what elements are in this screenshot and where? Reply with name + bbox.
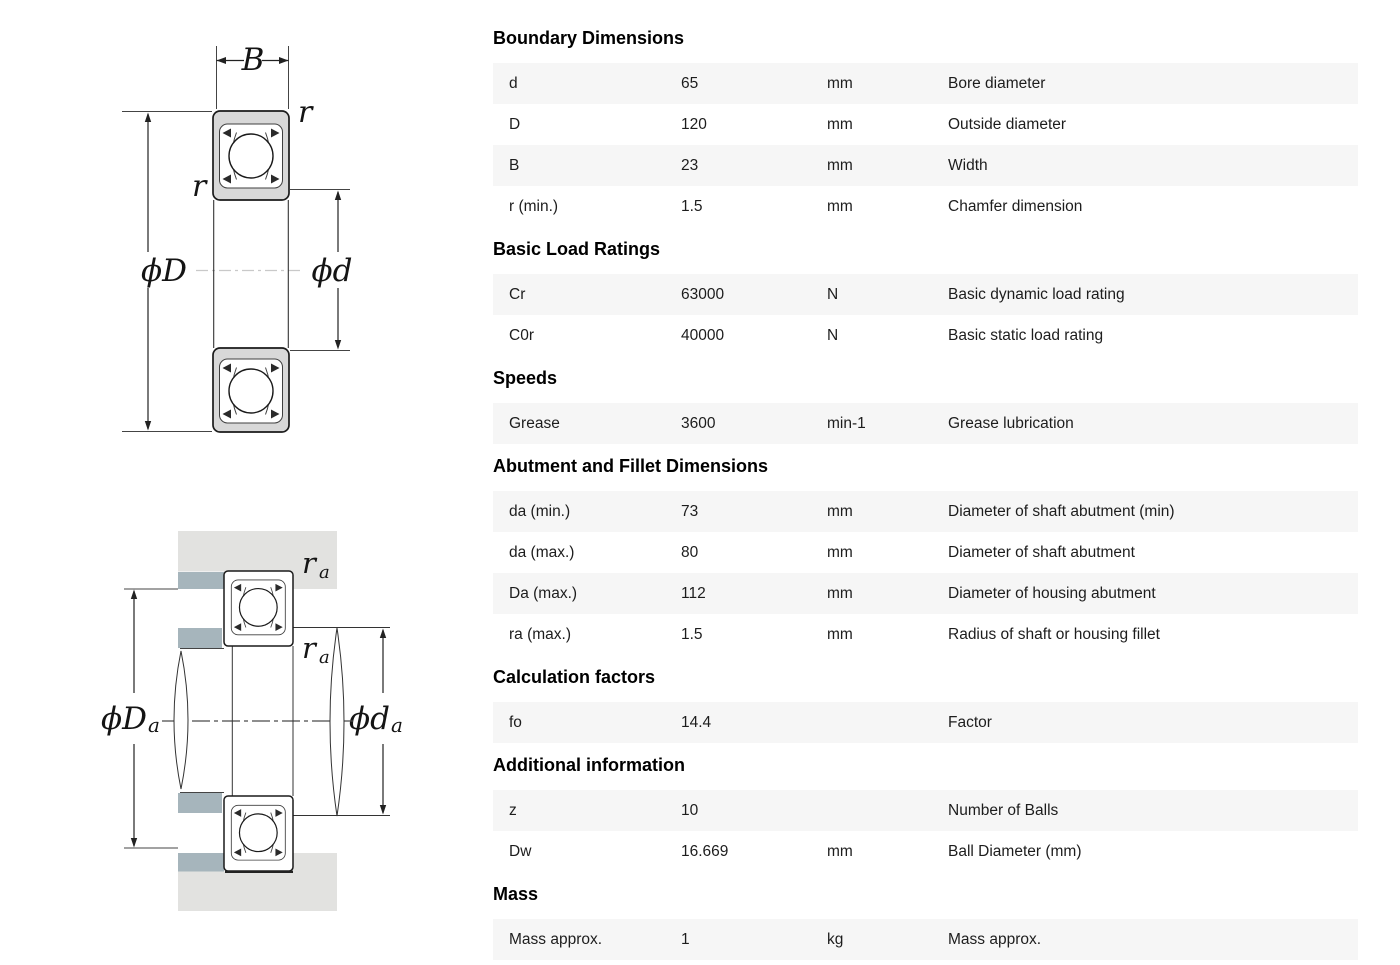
shaft-abutment-label-subscript: a xyxy=(391,713,403,737)
spec-table-boundary-dimensions xyxy=(493,63,1358,227)
spec-table-abutment-fillet xyxy=(493,491,1358,655)
desc-cell: Radius of shaft or housing fillet xyxy=(948,625,1160,643)
specs-panel xyxy=(493,16,1358,960)
unit-cell: mm xyxy=(827,156,853,174)
table-row xyxy=(493,186,1358,227)
desc-cell: Diameter of housing abutment xyxy=(948,584,1156,602)
section-title-mass: Mass xyxy=(493,884,539,904)
fillet-radius-label-bottom-subscript: a xyxy=(319,647,330,668)
fillet-radius-label-top: r xyxy=(302,546,316,580)
unit-cell: mm xyxy=(827,584,853,602)
section-title-speeds: Speeds xyxy=(493,368,558,388)
param-cell: Mass approx. xyxy=(509,930,603,948)
desc-cell: Diameter of shaft abutment xyxy=(948,543,1135,561)
housing-shoulder-top xyxy=(178,572,224,589)
chamfer-label-top-right: r xyxy=(298,95,313,130)
param-cell: fo xyxy=(509,713,522,731)
spec-table-speeds xyxy=(493,403,1358,444)
abutment-fillet-diagram xyxy=(101,531,403,911)
param-cell: Cr xyxy=(509,285,526,303)
value-cell: 23 xyxy=(681,156,699,174)
spec-table-calculation-factors xyxy=(493,702,1358,743)
param-cell: ra (max.) xyxy=(509,625,571,643)
table-row xyxy=(493,702,1358,743)
unit-cell: min-1 xyxy=(827,414,866,432)
desc-cell: Width xyxy=(948,156,988,174)
housing-abutment-label: ϕD xyxy=(101,701,147,737)
section-title-abutment-fillet: Abutment and Fillet Dimensions xyxy=(493,456,769,476)
param-cell: r (min.) xyxy=(509,197,559,215)
unit-cell: mm xyxy=(827,842,853,860)
unit-cell: mm xyxy=(827,197,853,215)
value-cell: 16.669 xyxy=(681,842,729,860)
value-cell: 80 xyxy=(681,543,699,561)
value-cell: 14.4 xyxy=(681,713,712,731)
shaft-abutment-label: ϕd xyxy=(349,701,390,737)
param-cell: B xyxy=(509,156,520,174)
desc-cell: Number of Balls xyxy=(948,801,1059,819)
param-cell: Grease xyxy=(509,414,560,432)
table-row xyxy=(493,145,1358,186)
table-row xyxy=(493,274,1358,315)
section-title-boundary-dimensions: Boundary Dimensions xyxy=(493,28,685,48)
shaft-break-right xyxy=(330,628,344,816)
table-row xyxy=(493,919,1358,960)
spec-table-basic-load-ratings xyxy=(493,274,1358,356)
shaft-shoulder-top xyxy=(178,628,222,648)
unit-cell: mm xyxy=(827,74,853,92)
value-cell: 1 xyxy=(681,930,690,948)
ball-and-seals-bottom xyxy=(220,359,283,423)
table-row xyxy=(493,315,1358,356)
shaft-break-left xyxy=(174,651,188,789)
desc-cell: Mass approx. xyxy=(948,930,1042,948)
section-title-basic-load-ratings: Basic Load Ratings xyxy=(493,239,661,259)
value-cell: 112 xyxy=(681,584,706,602)
bore-silhouette-lines xyxy=(214,200,289,348)
param-cell: z xyxy=(509,801,517,819)
desc-cell: Grease lubrication xyxy=(948,414,1074,432)
table-row xyxy=(493,491,1358,532)
desc-cell: Outside diameter xyxy=(948,115,1067,133)
housing-abutment-label-subscript: a xyxy=(148,713,160,737)
b-dimension-label: B xyxy=(241,42,265,78)
spec-table-additional-information xyxy=(493,790,1358,872)
table-row xyxy=(493,532,1358,573)
desc-cell: Factor xyxy=(948,713,992,731)
table-row xyxy=(493,790,1358,831)
outer-diameter-label: ϕD xyxy=(141,253,187,289)
value-cell: 120 xyxy=(681,115,707,133)
desc-cell: Basic static load rating xyxy=(948,326,1104,344)
value-cell: 3600 xyxy=(681,414,716,432)
unit-cell: kg xyxy=(827,930,844,948)
unit-cell: mm xyxy=(827,115,853,133)
unit-cell: N xyxy=(827,285,839,303)
fillet-radius-label-top-subscript: a xyxy=(319,562,330,583)
table-row xyxy=(493,573,1358,614)
table-row xyxy=(493,403,1358,444)
table-row xyxy=(493,614,1358,655)
table-row xyxy=(493,104,1358,145)
desc-cell: Basic dynamic load rating xyxy=(948,285,1125,303)
table-row xyxy=(493,63,1358,104)
param-cell: Da (max.) xyxy=(509,584,578,602)
param-cell: C0r xyxy=(509,326,534,344)
value-cell: 40000 xyxy=(681,326,725,344)
shaft-shoulder-bottom xyxy=(178,793,222,813)
boundary-dimensions-diagram xyxy=(122,42,352,432)
param-cell: da (min.) xyxy=(509,502,571,520)
value-cell: 65 xyxy=(681,74,699,92)
spec-table-mass xyxy=(493,919,1358,960)
bore-diameter-label: ϕd xyxy=(311,253,353,289)
unit-cell: mm xyxy=(827,625,853,643)
param-cell: d xyxy=(509,74,518,92)
value-cell: 63000 xyxy=(681,285,725,303)
desc-cell: Diameter of shaft abutment (min) xyxy=(948,502,1175,520)
ball-and-seals-top xyxy=(231,580,285,635)
unit-cell: mm xyxy=(827,502,853,520)
section-title-additional-information: Additional information xyxy=(493,755,685,775)
ball-and-seals-bottom xyxy=(231,805,285,860)
table-row xyxy=(493,831,1358,872)
param-cell: Dw xyxy=(509,842,532,860)
fillet-radius-label-bottom: r xyxy=(302,631,316,665)
value-cell: 73 xyxy=(681,502,699,520)
ball-and-seals-top xyxy=(220,124,283,188)
unit-cell: N xyxy=(827,326,839,344)
value-cell: 1.5 xyxy=(681,197,703,215)
desc-cell: Ball Diameter (mm) xyxy=(948,842,1082,860)
value-cell: 1.5 xyxy=(681,625,703,643)
desc-cell: Bore diameter xyxy=(948,74,1046,92)
bearing-diagrams xyxy=(0,0,470,965)
housing-shoulder-bottom xyxy=(178,853,224,872)
param-cell: D xyxy=(509,115,521,133)
desc-cell: Chamfer dimension xyxy=(948,197,1083,215)
chamfer-label-left: r xyxy=(192,169,207,204)
value-cell: 10 xyxy=(681,801,699,819)
param-cell: da (max.) xyxy=(509,543,575,561)
section-title-calculation-factors: Calculation factors xyxy=(493,667,656,687)
unit-cell: mm xyxy=(827,543,853,561)
